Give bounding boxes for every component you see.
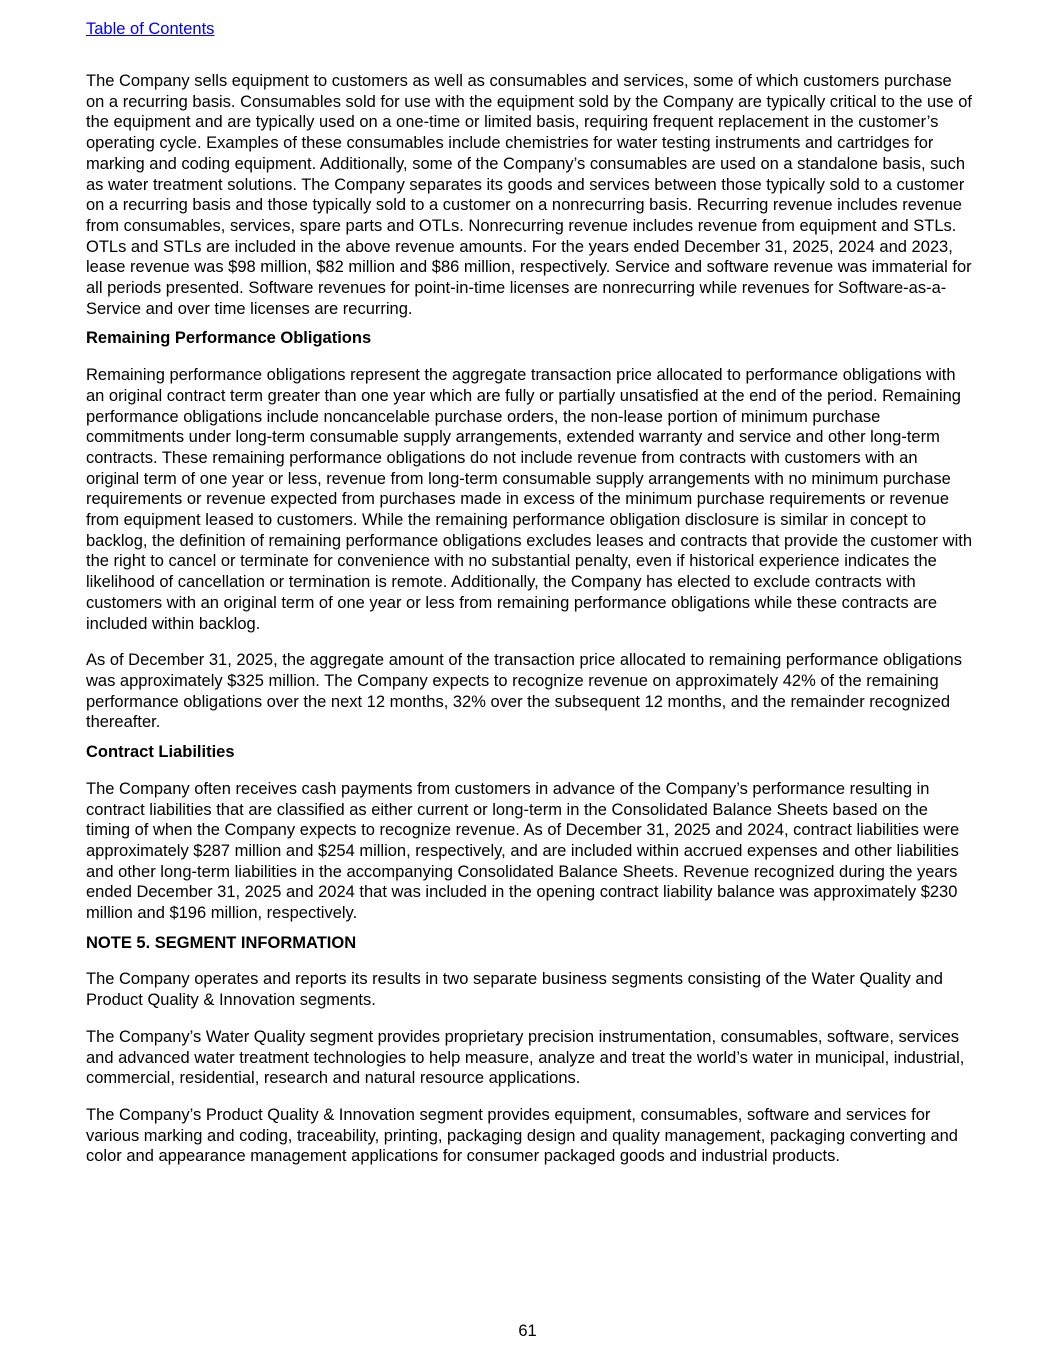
table-of-contents-link[interactable]: Table of Contents	[86, 20, 215, 38]
page-number: 61	[518, 1322, 537, 1340]
heading-contract-liabilities: Contract Liabilities	[86, 743, 235, 762]
paragraph-segments-overview: The Company operates and reports its results in two separate business segments consisting of the Water Quality and Product Quality & Innovation segments.	[86, 970, 943, 1010]
document-body	[86, 71, 972, 1183]
heading-note-5-segment-information: NOTE 5. SEGMENT INFORMATION	[86, 933, 357, 952]
paragraph-rpo-amount: As of December 31, 2025, the aggregate amount of the transaction price allocated to remaining performance obligations was approximately $325 million. The Company expects to recognize revenue on approximately 42% of the remaining performance obligations over the next 12 months, 32% over the subsequent 12 months, and the remainder recognized thereafter.	[86, 651, 962, 732]
paragraph-rpo-definition: Remaining performance obligations represent the aggregate transaction price allocated to performance obligations with an original contract term greater than one year which are fully or partially unsatisfied at the end of the period. Remaining performance obligations include noncancelable purchase orders, the non-lease portion of minimum purchase commitments under long-term consumable supply arrangements, extended warranty and service and other long-term contracts. These remaining performance obligations do not include revenue from contracts with customers with an original term of one year or less, revenue from long-term consumable supply arrangements with no minimum purchase requirements or revenue expected from purchases made in excess of the minimum purchase requirements or revenue from equipment leased to customers. While the remaining performance obligation disclosure is similar in concept to backlog, the definition of remaining performance obligations excludes leases and contracts that provide the customer with the right to cancel or terminate for convenience with no substantial penalty, even if historical experience indicates the likelihood of cancellation or termination is remote. Additionally, the Company has elected to exclude contracts with customers with an original term of one year or less from remaining performance obligations while these contracts are included within backlog.	[86, 366, 972, 633]
paragraph-water-quality-segment: The Company’s Water Quality segment provides proprietary precision instrumentation, consumables, software, services and advanced water treatment technologies to help measure, analyze and treat the world’s water in municipal, industrial, commercial, residential, research and natural resource applications.	[86, 1027, 965, 1088]
heading-remaining-performance-obligations: Remaining Performance Obligations	[86, 329, 372, 348]
paragraph-product-quality-segment: The Company’s Product Quality & Innovation segment provides equipment, consumables, software and services for various marking and coding, traceability, printing, packaging design and quality management, packaging converting and color and appearance management applications for consumer packaged goods and industrial products.	[86, 1105, 958, 1166]
paragraph-contract-liabilities: The Company often receives cash payments from customers in advance of the Company’s performance resulting in contract liabilities that are classified as either current or long-term in the Consolidated Balance Sheets based on the timing of when the Company expects to recognize revenue. As of December 31, 2025 and 2024, contract liabilities were approximately $287 million and $254 million, respectively, and are included within accrued expenses and other liabilities and other long-term liabilities in the accompanying Consolidated Balance Sheets. Revenue recognized during the years ended December 31, 2025 and 2024 that was included in the opening contract liability balance was approximately $230 million and $196 million, respectively.	[86, 779, 960, 923]
paragraph-recurring-revenue: The Company sells equipment to customers as well as consumables and services, some of which customers purchase on a recurring basis. Consumables sold for use with the equipment sold by the Company are typically critical to the use of the equipment and are typically used on a one-time or limited basis, requiring frequent replacement in the customer’s operating cycle. Examples of these consumables include chemistries for water testing instruments and cartridges for marking and coding equipment. Additionally, some of the Company’s consumables are used on a standalone basis, such as water treatment solutions. The Company separates its goods and services between those typically sold to a customer on a recurring basis and those typically sold to a customer on a nonrecurring basis. Recurring revenue includes revenue from consumables, services, spare parts and OTLs. Nonrecurring revenue includes revenue from equipment and STLs. OTLs and STLs are included in the above revenue amounts. For the years ended December 31, 2025, 2024 and 2023, lease revenue was $98 million, $82 million and $86 million, respectively. Service and software revenue was immaterial for all periods presented. Software revenues for point-in-time licenses are nonrecurring while revenues for Software-as-a-Service and over time licenses are recurring.	[86, 72, 972, 318]
